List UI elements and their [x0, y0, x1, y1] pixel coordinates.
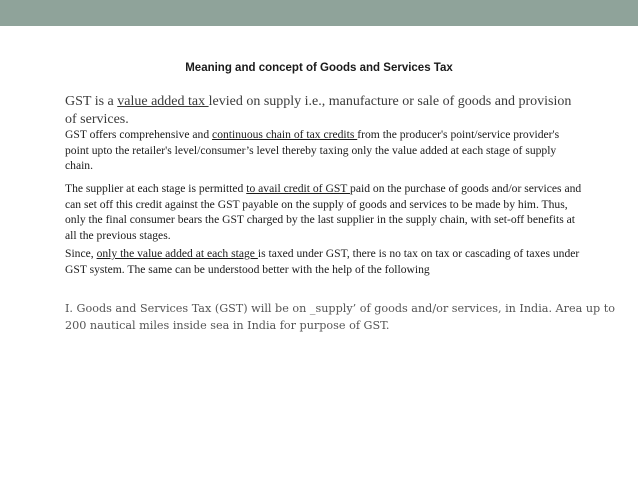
p3-text-after: paid on the purchase of goods and/or services and can set off this credit against the GST payable on the supply of goods and services to be made by him. Thus, only the final consumer bears the GST charged by the last supplier in the supply chain, with set-off benefits at all the previous stages.: [65, 182, 582, 242]
value-added-tax-link[interactable]: value added tax: [117, 94, 209, 109]
p4-text-before: Since,: [65, 247, 97, 260]
value-added-stage-link[interactable]: only the value added at each stage: [96, 247, 258, 260]
paragraph-gst-definition: [65, 93, 585, 129]
top-banner: [0, 0, 638, 26]
avail-credit-link[interactable]: to avail credit of GST: [246, 182, 351, 195]
p1-text-before: GST is a: [65, 94, 118, 109]
slide-title: Meaning and concept of Goods and Services Tax: [185, 62, 453, 74]
continuous-chain-link[interactable]: continuous chain of tax credits: [212, 128, 358, 141]
p2-text-after: from the producer's point/service provider's point upto the retailer's level/consumer’s level thereby taxing only the value added at each stage of supply chain.: [65, 128, 560, 172]
paragraph-no-cascading: [65, 246, 585, 277]
paragraph-supply-scope: I. Goods and Services Tax (GST) will be on _supply’ of goods and/or services, in India. Area up to 200 nautical miles inside sea in India for purpose of GST.: [65, 302, 615, 332]
p3-text-before: The supplier at each stage is permitted: [65, 182, 247, 195]
p4-text-after: is taxed under GST, there is no tax on tax or cascading of taxes under GST system. The same can be understood better with the help of the following: [65, 247, 580, 276]
paragraph-avail-credit: [65, 181, 585, 243]
p1-text-after: levied on supply i.e., manufacture or sale of goods and provision of services.: [65, 94, 572, 127]
paragraph-tax-credit-chain: [65, 127, 585, 174]
p2-text-before: GST offers comprehensive and: [65, 128, 213, 141]
